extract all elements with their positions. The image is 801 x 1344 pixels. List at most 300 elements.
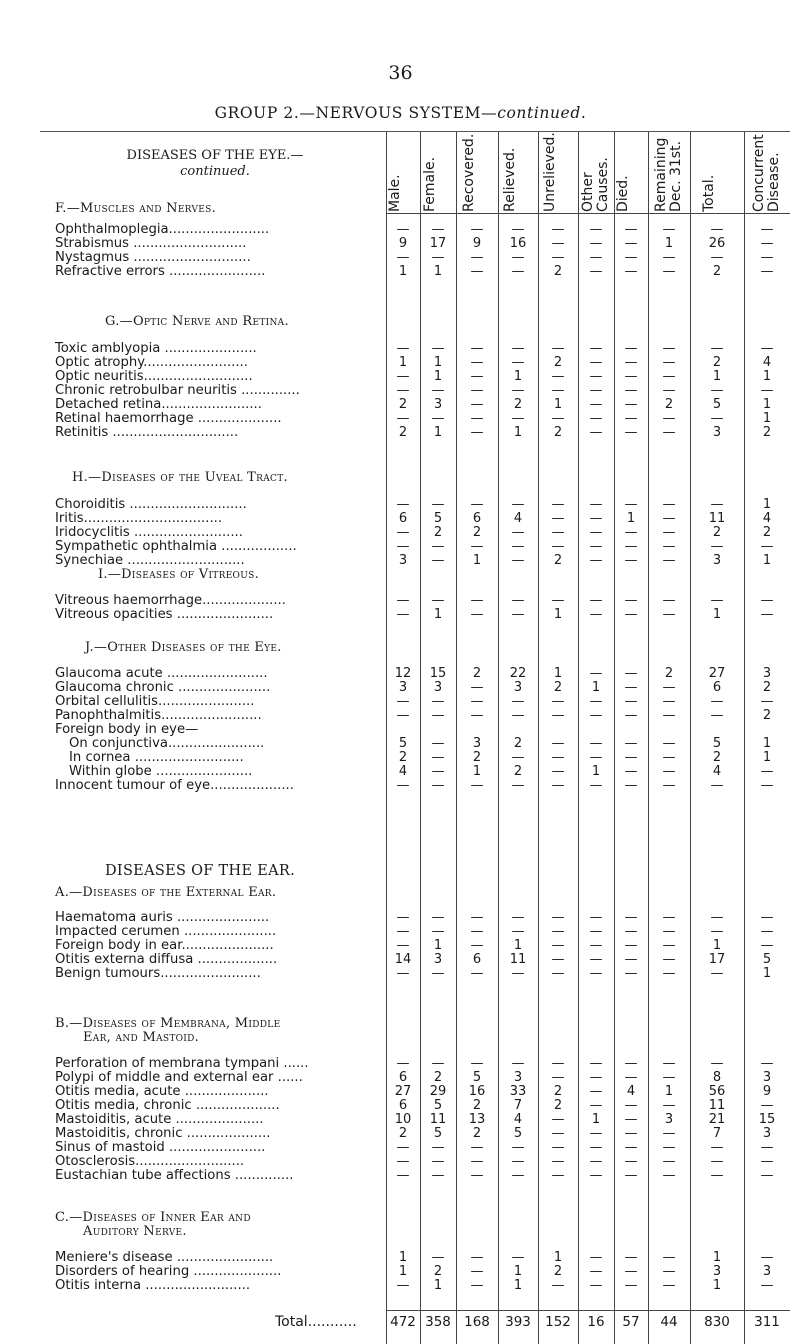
table-cell: —: [431, 694, 445, 709]
row-label: Otosclerosis..........................: [55, 1154, 245, 1169]
table-cell: 1: [398, 1250, 408, 1265]
table-cell: —: [551, 778, 565, 793]
table-cell: —: [624, 539, 638, 554]
column-header: Male.: [387, 174, 403, 212]
table-cell: —: [760, 924, 774, 939]
table-cell: —: [470, 355, 484, 370]
table-cell: —: [589, 1098, 603, 1113]
table-cell: —: [396, 341, 410, 356]
table-cell: —: [589, 1154, 603, 1169]
table-cell: —: [551, 694, 565, 709]
table-cell: 11: [708, 511, 726, 526]
table-cell: —: [662, 539, 676, 554]
row-label: Meniere's disease .......................: [55, 1250, 274, 1265]
table-cell: 5: [712, 397, 722, 412]
table-cell: —: [396, 938, 410, 953]
table-cell: 16: [509, 236, 527, 251]
table-cell: —: [760, 1250, 774, 1265]
table-cell: 22: [509, 666, 527, 681]
table-row: [55, 369, 795, 383]
table-cell: —: [396, 383, 410, 398]
table-cell: —: [624, 1070, 638, 1085]
table-cell: —: [624, 383, 638, 398]
table-row: [55, 553, 795, 567]
table-cell: —: [662, 1126, 676, 1141]
table-cell: 3: [762, 1126, 772, 1141]
row-label: Foreign body in eye—: [55, 722, 199, 737]
table-cell: 3: [762, 1070, 772, 1085]
column-header: Recovered.: [461, 133, 477, 212]
table-row: [55, 924, 795, 938]
table-cell: —: [662, 525, 676, 540]
row-label: Mastoiditis, chronic ....................: [55, 1126, 271, 1141]
table-cell: 2: [762, 425, 772, 440]
table-cell: 4: [712, 764, 722, 779]
table-cell: —: [589, 750, 603, 765]
table-cell: —: [624, 1278, 638, 1293]
table-cell: 6: [398, 1070, 408, 1085]
table-cell: —: [511, 1168, 525, 1183]
row-label: Haematoma auris ......................: [55, 910, 270, 925]
table-cell: —: [662, 264, 676, 279]
table-cell: —: [710, 1140, 724, 1155]
table-cell: —: [551, 952, 565, 967]
table-cell: —: [589, 910, 603, 925]
table-cell: —: [662, 411, 676, 426]
table-cell: —: [624, 341, 638, 356]
row-label: Innocent tumour of eye....................: [55, 778, 294, 793]
table-cell: —: [470, 1056, 484, 1071]
table-cell: —: [624, 680, 638, 695]
table-cell: —: [551, 525, 565, 540]
table-cell: —: [589, 411, 603, 426]
table-cell: 8: [712, 1070, 722, 1085]
table-cell: —: [551, 764, 565, 779]
table-cell: 12: [394, 666, 412, 681]
table-cell: —: [511, 222, 525, 237]
table-cell: —: [470, 1140, 484, 1155]
table-cell: 3: [712, 1264, 722, 1279]
table-cell: 27: [708, 666, 726, 681]
row-label: Panophthalmitis........................: [55, 708, 262, 723]
table-cell: —: [662, 341, 676, 356]
table-cell: —: [589, 525, 603, 540]
total-cell: 311: [754, 1314, 780, 1330]
table-cell: —: [431, 1056, 445, 1071]
table-cell: —: [624, 264, 638, 279]
table-row: [55, 1168, 795, 1182]
table-cell: —: [760, 778, 774, 793]
table-cell: 1: [762, 411, 772, 426]
table-cell: —: [470, 607, 484, 622]
table-cell: 11: [429, 1112, 447, 1127]
table-cell: 2: [472, 666, 482, 681]
table-cell: —: [760, 250, 774, 265]
table-cell: —: [551, 750, 565, 765]
table-cell: —: [662, 952, 676, 967]
table-cell: —: [470, 497, 484, 512]
table-cell: 1: [664, 236, 674, 251]
table-cell: —: [511, 539, 525, 554]
table-cell: —: [431, 764, 445, 779]
row-label: Glaucoma chronic ......................: [55, 680, 271, 695]
table-cell: 3: [712, 553, 722, 568]
row-label: Glaucoma acute ........................: [55, 666, 268, 681]
table-row: [55, 497, 795, 511]
table-cell: —: [396, 966, 410, 981]
table-cell: —: [511, 924, 525, 939]
page-number: 36: [388, 62, 413, 84]
table-row: [55, 736, 795, 750]
table-cell: —: [551, 1070, 565, 1085]
table-cell: —: [470, 397, 484, 412]
table-cell: 1: [398, 1264, 408, 1279]
table-cell: —: [470, 708, 484, 723]
table-cell: —: [710, 341, 724, 356]
column-header: Other Causes.: [580, 157, 611, 212]
table-cell: —: [710, 778, 724, 793]
table-cell: —: [589, 1140, 603, 1155]
table-row: [55, 722, 795, 736]
table-cell: 1: [626, 511, 636, 526]
table-cell: —: [662, 750, 676, 765]
table-cell: —: [589, 236, 603, 251]
table-row: [55, 750, 795, 764]
table-cell: —: [662, 966, 676, 981]
table-cell: 2: [553, 680, 563, 695]
table-cell: —: [662, 607, 676, 622]
table-cell: 1: [762, 553, 772, 568]
table-row: [55, 383, 795, 397]
table-cell: 5: [712, 736, 722, 751]
row-label: Detached retina........................: [55, 397, 262, 412]
subhead-f: F.—Muscles and Nerves.: [55, 201, 217, 216]
table-row: [55, 938, 795, 952]
table-cell: —: [760, 1098, 774, 1113]
table-cell: 1: [513, 369, 523, 384]
table-cell: —: [662, 222, 676, 237]
table-cell: 2: [553, 1264, 563, 1279]
table-cell: —: [662, 553, 676, 568]
table-cell: —: [470, 264, 484, 279]
row-label: Ophthalmoplegia........................: [55, 222, 270, 237]
table-cell: 2: [433, 525, 443, 540]
table-cell: 17: [708, 952, 726, 967]
table-cell: —: [624, 924, 638, 939]
column-header: Female.: [422, 156, 438, 212]
table-cell: —: [470, 222, 484, 237]
table-cell: —: [551, 1112, 565, 1127]
row-label: Toxic amblyopia ......................: [55, 341, 257, 356]
table-cell: —: [760, 910, 774, 925]
table-cell: —: [511, 341, 525, 356]
table-cell: —: [470, 369, 484, 384]
total-cell: 152: [545, 1314, 571, 1330]
table-cell: —: [662, 497, 676, 512]
table-cell: —: [710, 1056, 724, 1071]
table-row: [55, 966, 795, 980]
page-heading: [0, 104, 801, 122]
table-cell: 2: [472, 1126, 482, 1141]
table-cell: —: [589, 1056, 603, 1071]
table-cell: —: [760, 694, 774, 709]
table-cell: 6: [712, 680, 722, 695]
table-cell: —: [511, 411, 525, 426]
table-cell: —: [431, 778, 445, 793]
table-cell: 2: [553, 553, 563, 568]
table-cell: —: [662, 369, 676, 384]
row-label: Chronic retrobulbar neuritis ..............: [55, 383, 300, 398]
table-cell: —: [551, 1140, 565, 1155]
table-cell: —: [470, 1168, 484, 1183]
table-cell: —: [551, 369, 565, 384]
table-row: [55, 525, 795, 539]
subhead-b2: Ear, and Mastoid.: [83, 1030, 200, 1045]
table-cell: —: [624, 708, 638, 723]
table-cell: 29: [429, 1084, 447, 1099]
table-cell: —: [589, 952, 603, 967]
table-cell: 11: [708, 1098, 726, 1113]
table-cell: 3: [433, 680, 443, 695]
table-cell: 2: [513, 397, 523, 412]
table-cell: 2: [398, 397, 408, 412]
table-cell: —: [624, 1250, 638, 1265]
row-label: Otitis interna .........................: [55, 1278, 251, 1293]
subhead-ear: DISEASES OF THE EAR.: [105, 863, 296, 879]
table-cell: 2: [433, 1070, 443, 1085]
table-cell: 1: [591, 1112, 601, 1127]
table-cell: —: [431, 341, 445, 356]
table-cell: 1: [762, 750, 772, 765]
table-cell: —: [662, 924, 676, 939]
row-label: Within globe .......................: [69, 764, 253, 779]
table-cell: 9: [398, 236, 408, 251]
table-cell: —: [589, 497, 603, 512]
table-cell: 2: [553, 355, 563, 370]
table-cell: 2: [762, 708, 772, 723]
table-cell: —: [470, 593, 484, 608]
row-label: Foreign body in ear......................: [55, 938, 274, 953]
table-row: [55, 511, 795, 525]
table-cell: 2: [712, 264, 722, 279]
total-cell: 830: [704, 1314, 730, 1330]
column-header: Remaining Dec. 31st.: [653, 137, 684, 212]
table-cell: —: [662, 736, 676, 751]
table-cell: —: [662, 1140, 676, 1155]
table-cell: —: [470, 1154, 484, 1169]
table-cell: —: [589, 1278, 603, 1293]
table-cell: 7: [513, 1098, 523, 1113]
table-cell: —: [662, 1098, 676, 1113]
table-cell: 1: [712, 369, 722, 384]
table-cell: 14: [394, 952, 412, 967]
table-row: [55, 341, 795, 355]
table-row: [55, 1126, 795, 1140]
table-cell: —: [551, 966, 565, 981]
table-cell: —: [710, 1154, 724, 1169]
table-cell: 2: [712, 355, 722, 370]
row-label: In cornea ..........................: [69, 750, 244, 765]
row-label: Orbital cellulitis.......................: [55, 694, 255, 709]
table-cell: 1: [513, 938, 523, 953]
row-label: Synechiae ............................: [55, 553, 245, 568]
table-cell: —: [511, 250, 525, 265]
table-cell: 2: [398, 1126, 408, 1141]
row-label: Sinus of mastoid .......................: [55, 1140, 266, 1155]
table-cell: 2: [398, 425, 408, 440]
table-cell: 1: [762, 369, 772, 384]
table-cell: —: [662, 1154, 676, 1169]
table-cell: —: [511, 966, 525, 981]
subhead-h: H.—Diseases of the Uveal Tract.: [72, 470, 288, 485]
table-cell: —: [589, 264, 603, 279]
subhead-i: I.—Diseases of Vitreous.: [98, 567, 260, 582]
table-cell: —: [662, 383, 676, 398]
table-cell: —: [589, 694, 603, 709]
table-cell: —: [624, 694, 638, 709]
table-cell: —: [470, 1250, 484, 1265]
table-cell: —: [511, 910, 525, 925]
table-cell: —: [624, 525, 638, 540]
table-row: [55, 397, 795, 411]
table-cell: —: [589, 1168, 603, 1183]
table-row: [55, 1140, 795, 1154]
table-cell: —: [511, 778, 525, 793]
table-cell: —: [624, 425, 638, 440]
table-cell: 2: [712, 525, 722, 540]
table-cell: 9: [472, 236, 482, 251]
table-cell: —: [710, 539, 724, 554]
table-cell: —: [760, 938, 774, 953]
table-cell: —: [396, 910, 410, 925]
table-cell: 9: [762, 1084, 772, 1099]
table-cell: —: [710, 497, 724, 512]
table-cell: 2: [553, 1084, 563, 1099]
table-cell: —: [760, 539, 774, 554]
table-cell: 6: [398, 1098, 408, 1113]
table-cell: 11: [509, 952, 527, 967]
table-cell: —: [662, 764, 676, 779]
table-cell: —: [551, 539, 565, 554]
header-rule: [386, 213, 790, 214]
table-cell: —: [624, 355, 638, 370]
table-row: [55, 666, 795, 680]
subhead-g: G.—Optic Nerve and Retina.: [105, 314, 289, 329]
table-cell: —: [662, 910, 676, 925]
table-row: [55, 910, 795, 924]
table-cell: 3: [433, 397, 443, 412]
table-cell: —: [511, 553, 525, 568]
table-cell: —: [589, 553, 603, 568]
table-cell: 33: [509, 1084, 527, 1099]
subhead-c2: Auditory Nerve.: [83, 1224, 187, 1239]
table-cell: 4: [762, 511, 772, 526]
table-cell: 27: [394, 1084, 412, 1099]
table-cell: 1: [472, 553, 482, 568]
table-cell: 2: [472, 750, 482, 765]
table-cell: —: [624, 250, 638, 265]
table-cell: —: [760, 222, 774, 237]
table-cell: 5: [762, 952, 772, 967]
table-cell: —: [589, 425, 603, 440]
table-cell: —: [662, 1264, 676, 1279]
table-cell: —: [431, 910, 445, 925]
table-row: [55, 1154, 795, 1168]
row-label: Iritis.................................: [55, 511, 223, 526]
table-cell: 15: [758, 1112, 776, 1127]
table-row: [55, 1112, 795, 1126]
table-cell: —: [470, 1264, 484, 1279]
table-cell: —: [760, 607, 774, 622]
table-cell: —: [589, 1264, 603, 1279]
table-cell: 3: [398, 680, 408, 695]
table-cell: —: [589, 1084, 603, 1099]
table-cell: —: [662, 511, 676, 526]
table-cell: —: [431, 593, 445, 608]
table-cell: —: [551, 236, 565, 251]
table-cell: —: [511, 525, 525, 540]
table-cell: —: [551, 497, 565, 512]
table-cell: 10: [394, 1112, 412, 1127]
table-cell: —: [624, 236, 638, 251]
table-cell: —: [589, 593, 603, 608]
table-cell: 2: [553, 1098, 563, 1113]
table-cell: —: [760, 236, 774, 251]
table-cell: 2: [472, 525, 482, 540]
table-cell: —: [511, 750, 525, 765]
table-cell: —: [624, 1264, 638, 1279]
table-cell: 16: [468, 1084, 486, 1099]
table-cell: —: [470, 411, 484, 426]
table-cell: 2: [513, 764, 523, 779]
table-cell: —: [710, 910, 724, 925]
table-cell: 1: [433, 264, 443, 279]
row-label: Eustachian tube affections ..............: [55, 1168, 294, 1183]
table-row: [55, 1250, 795, 1264]
total-cell: 393: [505, 1314, 531, 1330]
table-cell: 7: [712, 1126, 722, 1141]
table-cell: —: [624, 778, 638, 793]
table-row: [55, 708, 795, 722]
table-cell: —: [760, 593, 774, 608]
table-cell: 6: [472, 511, 482, 526]
table-cell: 2: [433, 1264, 443, 1279]
row-label: Refractive errors .......................: [55, 264, 266, 279]
table-cell: —: [551, 383, 565, 398]
table-cell: —: [551, 1168, 565, 1183]
row-label: Iridocyclitis ..........................: [55, 525, 243, 540]
row-label: Disorders of hearing .....................: [55, 1264, 282, 1279]
table-cell: —: [624, 736, 638, 751]
table-cell: —: [710, 222, 724, 237]
table-row: [55, 694, 795, 708]
table-row: [55, 425, 795, 439]
table-cell: —: [396, 778, 410, 793]
table-cell: —: [396, 250, 410, 265]
table-cell: —: [624, 764, 638, 779]
table-cell: —: [396, 607, 410, 622]
row-label: Mastoiditis, acute .....................: [55, 1112, 264, 1127]
table-cell: —: [431, 411, 445, 426]
table-cell: —: [551, 593, 565, 608]
table-cell: —: [710, 924, 724, 939]
table-cell: —: [662, 1250, 676, 1265]
table-cell: —: [470, 341, 484, 356]
table-cell: —: [589, 708, 603, 723]
table-row: [55, 1278, 795, 1292]
table-cell: 5: [513, 1126, 523, 1141]
table-row: [55, 1084, 795, 1098]
